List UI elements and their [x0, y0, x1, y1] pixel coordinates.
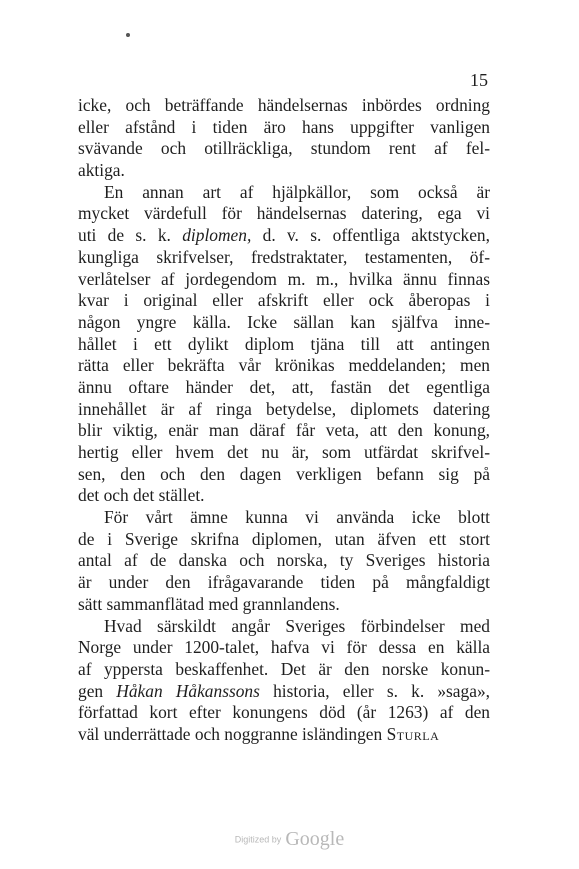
- text-line: [78, 659, 490, 681]
- text-line: [78, 117, 490, 139]
- text-run: Hvad särskildt angår Sveriges förbindelser med: [104, 615, 490, 636]
- text-run: sen, den och den dagen verkligen befann sig på: [78, 463, 490, 484]
- text-run: författad kort efter konungens död (år 1263) af den: [78, 702, 490, 723]
- text-line: [78, 637, 490, 659]
- text-run: kvar i original eller afskrift eller ock åberopas i: [78, 290, 490, 311]
- text-run: antal af de danska och norska, ty Sveriges historia: [78, 550, 490, 571]
- text-line: [78, 594, 490, 616]
- text-run: eller afstånd i tiden äro hans uppgifter vanligen: [78, 116, 490, 137]
- digitized-by-google-watermark: [0, 828, 579, 851]
- text-line: [78, 442, 490, 464]
- text-line: [78, 399, 490, 421]
- italic-text: Håkan Håkanssons: [116, 680, 260, 701]
- text-line: [78, 182, 490, 204]
- text-line: [78, 529, 490, 551]
- text-line: [78, 724, 490, 746]
- text-line: [78, 355, 490, 377]
- text-run: icke, och beträffande händelsernas inbördes ordning: [78, 95, 490, 115]
- text-line: [78, 334, 490, 356]
- text-run: ännu oftare händer det, att, fastän det egentliga: [78, 376, 490, 397]
- text-run: sätt sammanflätad med grannlandens.: [78, 593, 340, 614]
- text-run: gen: [78, 680, 117, 701]
- text-run: verlåtelser af jordegendom m. m., hvilka ännu finnas: [78, 268, 490, 289]
- text-line: [78, 572, 490, 594]
- text-run: kungliga skrifvelser, fredstraktater, testamenten, öf-: [78, 246, 490, 267]
- text-line: [78, 377, 490, 399]
- text-run: är under den ifrågavarande tiden på mångfaldigt: [78, 572, 490, 593]
- ink-speck: [126, 33, 130, 37]
- text-line: [78, 681, 490, 703]
- text-line: [78, 203, 490, 225]
- text-line: [78, 507, 490, 529]
- text-run: de i Sverige skrifna diplomen, utan äfven ett stort: [78, 528, 490, 549]
- text-run: Norge under 1200-talet, hafva vi för dessa en källa: [78, 637, 490, 658]
- small-caps-name: Sturla: [386, 723, 440, 744]
- text-line: [78, 269, 490, 291]
- text-line: [78, 290, 490, 312]
- text-run: svävande och otillräckliga, stundom rent af fel-: [78, 138, 490, 159]
- text-line: [78, 160, 490, 182]
- text-line: [78, 420, 490, 442]
- text-run: blir viktig, enär man däraf får veta, att den konung,: [78, 420, 490, 441]
- text-line: [78, 550, 490, 572]
- text-run: historia, eller s. k. »saga»,: [259, 680, 490, 701]
- text-line: [78, 616, 490, 638]
- text-line: [78, 247, 490, 269]
- text-line: [78, 95, 490, 117]
- text-line: [78, 138, 490, 160]
- page-number: 15: [470, 70, 488, 90]
- text-line: [78, 485, 490, 507]
- text-run: någon yngre källa. Icke sällan kan själfva inne-: [78, 311, 490, 332]
- text-run: En annan art af hjälpkällor, som också är: [104, 181, 490, 202]
- text-run: af yppersta beskaffenhet. Det är den norske konun-: [78, 658, 490, 679]
- body-text: [78, 95, 490, 746]
- text-run: innehållet är af ringa betydelse, diplomets datering: [78, 398, 490, 419]
- text-line: [78, 225, 490, 247]
- text-run: mycket värdefull för händelsernas datering, ega vi: [78, 203, 490, 224]
- text-line: [78, 464, 490, 486]
- text-run: uti de s. k.: [78, 225, 183, 246]
- google-logo: Google: [285, 828, 345, 850]
- italic-text: diplomen,: [182, 225, 252, 246]
- text-run: d. v. s. offentliga aktstycken,: [251, 225, 490, 246]
- text-run: aktiga.: [78, 160, 125, 181]
- digitized-by-label: Digitized by: [234, 834, 282, 845]
- text-run: För vårt ämne kunna vi använda icke blott: [104, 507, 490, 528]
- text-run: hertig eller hvem det nu är, som utfärdat skrifvel-: [78, 442, 490, 462]
- text-run: rätta eller bekräfta vår krönikas meddelanden; men: [78, 355, 490, 376]
- text-line: [78, 702, 490, 724]
- text-run: det och det stället.: [78, 485, 205, 506]
- text-line: [78, 312, 490, 334]
- text-run: hållet i ett dylikt diplom tjäna till att antingen: [78, 333, 490, 354]
- text-run: väl underrättade och noggranne isländingen: [78, 723, 387, 744]
